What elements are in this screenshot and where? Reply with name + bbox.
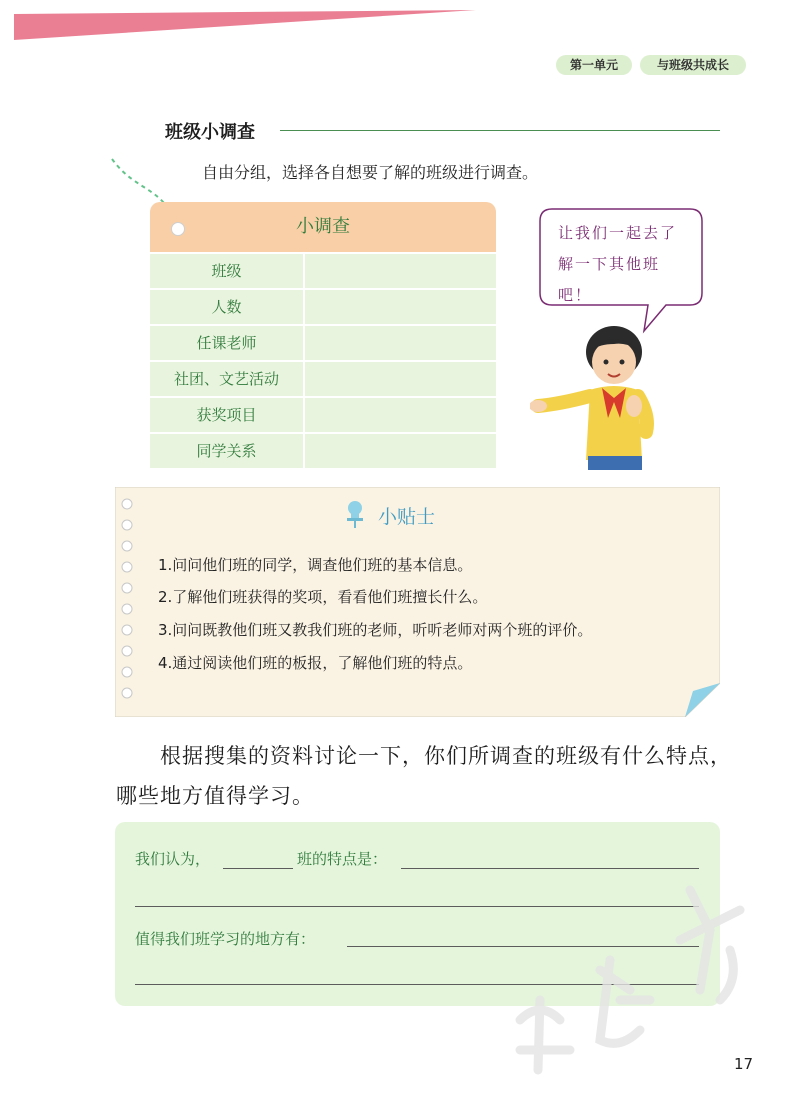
unit-label: 第一单元 (556, 55, 632, 75)
tip-item: 3.问问既教他们班又教我们班的老师，听听老师对两个班的评价。 (158, 621, 593, 639)
tip-item: 1.问问他们班的同学，调查他们班的基本信息。 (158, 556, 473, 574)
survey-row-label: 社团、文艺活动 (150, 362, 303, 396)
survey-row-label: 班级 (150, 254, 303, 288)
answer-prompt-1b: 班的特点是： (297, 850, 388, 868)
survey-answer-cell[interactable] (305, 398, 496, 432)
unit-title: 与班级共成长 (640, 55, 746, 75)
survey-card (150, 202, 496, 470)
tips-title: 小贴士 (378, 506, 436, 528)
survey-row (150, 290, 496, 324)
section-divider (280, 130, 720, 131)
section-title: 班级小调查 (165, 122, 255, 143)
watermark-decoration (500, 850, 780, 1090)
survey-row-label: 同学关系 (150, 434, 303, 468)
survey-row-label: 人数 (150, 290, 303, 324)
pushpin-icon (344, 500, 366, 528)
survey-row (150, 326, 496, 360)
speech-text: 让我们一起去了解一下其他班吧！ (558, 224, 678, 304)
survey-row-label: 任课老师 (150, 326, 303, 360)
intro-text: 自由分组，选择各自想要了解的班级进行调查。 (202, 163, 539, 182)
tip-item: 4.通过阅读他们班的板报，了解他们班的特点。 (158, 654, 473, 672)
survey-answer-cell[interactable] (305, 434, 496, 468)
survey-row (150, 434, 496, 468)
survey-row (150, 398, 496, 432)
survey-title: 小调查 (150, 202, 496, 252)
boy-illustration (530, 320, 670, 470)
class-name-blank[interactable] (223, 868, 293, 869)
answer-prompt-2: 值得我们班学习的地方有： (135, 930, 316, 948)
survey-row-label: 获奖项目 (150, 398, 303, 432)
top-stripe-decoration (0, 0, 480, 44)
survey-row (150, 362, 496, 396)
survey-answer-cell[interactable] (305, 290, 496, 324)
answer-prompt-1: 我们认为， (135, 850, 211, 868)
tip-item: 2.了解他们班获得的奖项，看看他们班擅长什么。 (158, 588, 488, 606)
discussion-text: 根据搜集的资料讨论一下，你们所调查的班级有什么特点，哪些地方值得学习。 (116, 744, 732, 808)
survey-pin-dot (171, 222, 185, 236)
survey-answer-cell[interactable] (305, 254, 496, 288)
survey-answer-cell[interactable] (305, 362, 496, 396)
survey-answer-cell[interactable] (305, 326, 496, 360)
survey-row (150, 254, 496, 288)
page-number: 17 (734, 1055, 754, 1073)
